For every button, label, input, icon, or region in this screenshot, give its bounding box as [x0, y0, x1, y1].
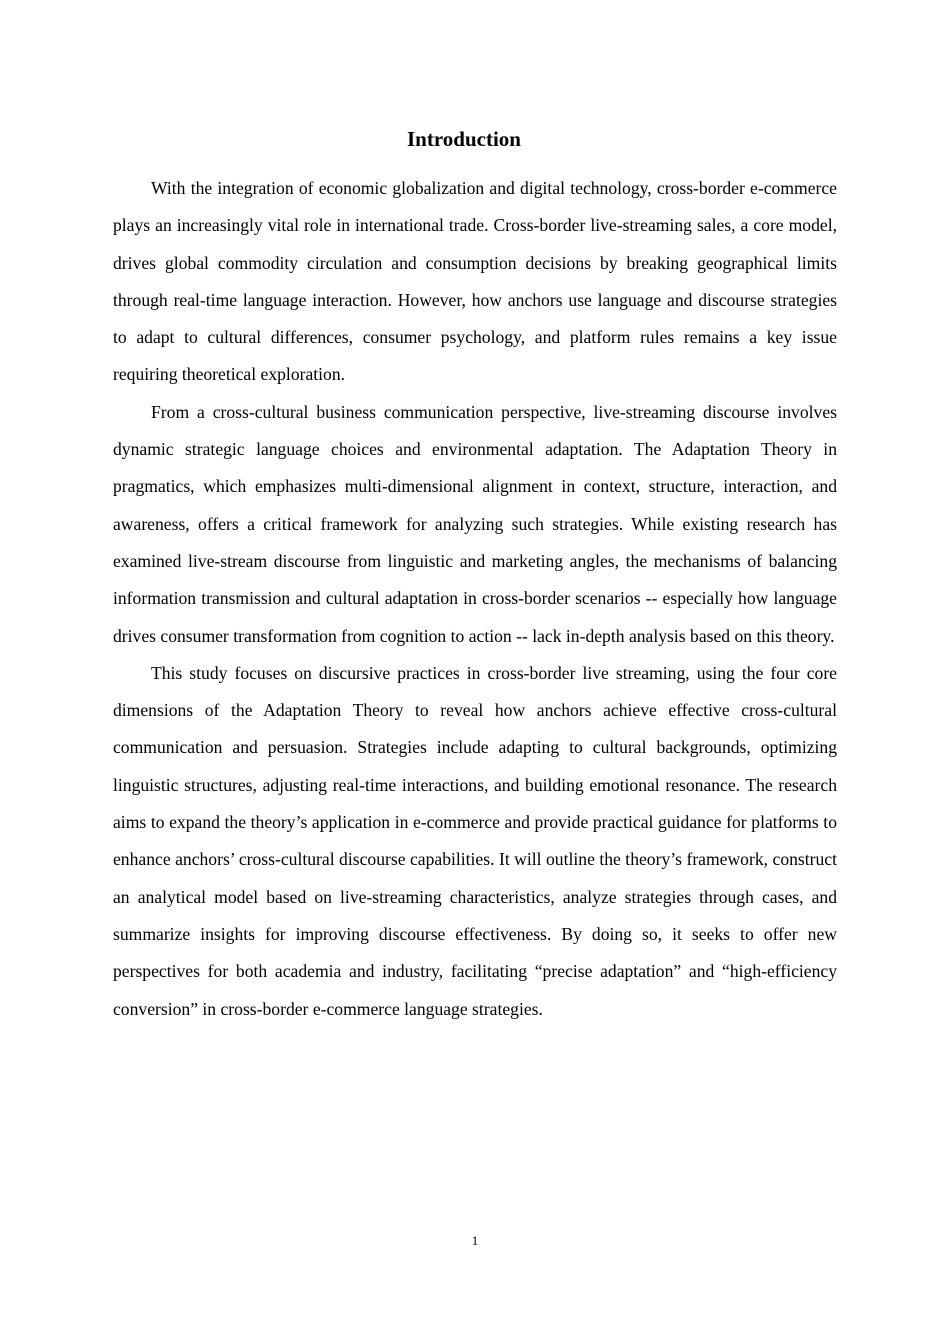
paragraph-1: With the integration of economic globalization and digital technology, cross-border e-commerce plays an increasingly vital role in international trade. Cross-border live-streaming sales, a core model, drives global commodity circulation and consumption decisions by breaking geographical limits through real-time language interaction. However, how anchors use language and discourse strategies to adapt to cultural differences, consumer psychology, and platform rules remains a key issue requiring theoretical exploration.: [113, 178, 837, 385]
paragraph-3: This study focuses on discursive practices in cross-border live streaming, using the four core dimensions of the Adaptation Theory to reveal how anchors achieve effective cross-cultural communication and persuasion. Strategies include adapting to cultural backgrounds, optimizing linguistic structures, adjusting real-time interactions, and building emotional resonance. The research aims to expand the theory’s application in e-commerce and provide practical guidance for platforms to enhance anchors’ cross-cultural discourse capabilities. It will outline the theory’s framework, construct an analytical model based on live-streaming characteristics, analyze strategies through cases, and summarize insights for improving discourse effectiveness. By doing so, it seeks to offer new perspectives for both academia and industry, facilitating “precise adaptation” and “high-efficiency conversion” in cross-border e-commerce language strategies.: [113, 662, 837, 1019]
paragraph-2: From a cross-cultural business communication perspective, live-streaming discourse involves dynamic strategic language choices and environmental adaptation. The Adaptation Theory in pragmatics, which emphasizes multi-dimensional alignment in context, structure, interaction, and awareness, offers a critical framework for analyzing such strategies. While existing research has examined live-stream discourse from linguistic and marketing angles, the mechanisms of balancing information transmission and cultural adaptation in cross-border scenarios -- especially how language drives consumer transformation from cognition to action -- lack in-depth analysis based on this theory.: [113, 401, 837, 646]
page-title: Introduction: [407, 127, 521, 151]
body-text: [113, 170, 837, 1028]
page-number: 1: [471, 1233, 479, 1248]
